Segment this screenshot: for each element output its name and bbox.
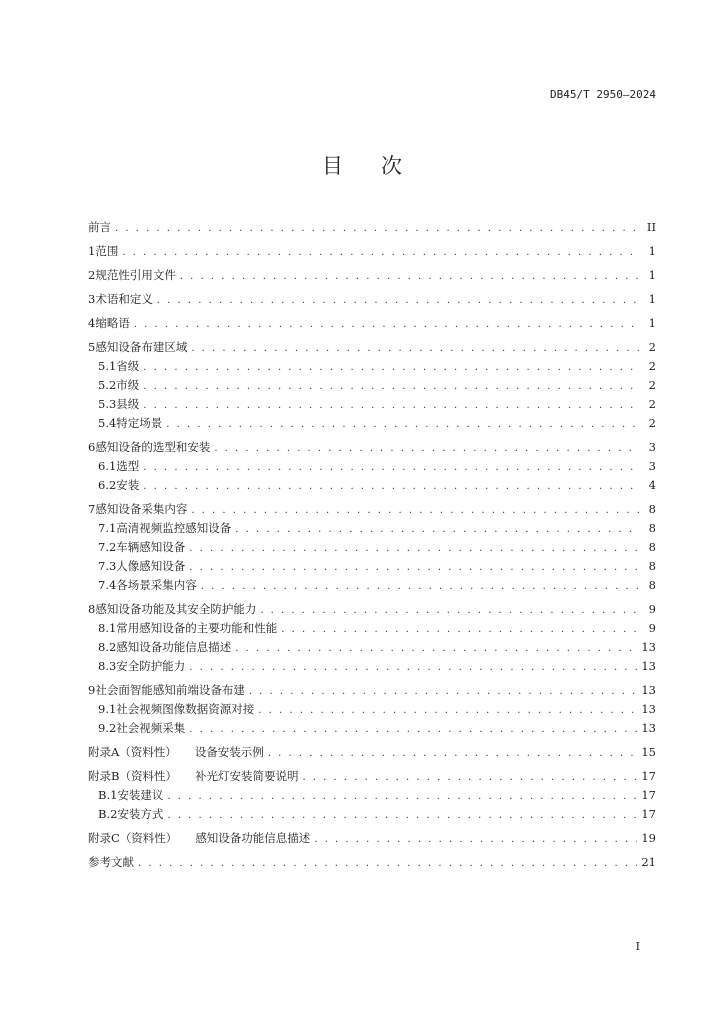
toc-page-number: 17 <box>641 769 656 783</box>
page-number: I <box>635 940 640 953</box>
toc-dot-leader <box>189 720 637 739</box>
toc-entry-label <box>95 314 130 333</box>
toc-page-number: 1 <box>648 268 656 282</box>
toc-entry-label <box>95 600 256 619</box>
toc-entry-number: 8.2 <box>98 640 117 654</box>
toc-entry-title: 市级 <box>116 378 140 392</box>
toc-subentry[interactable] <box>88 519 656 538</box>
toc-entry-title: 省级 <box>116 359 140 373</box>
toc-entry-number: 7 <box>88 502 96 516</box>
toc-dot-leader <box>157 291 640 310</box>
toc-dot-leader <box>167 787 637 806</box>
toc-entry-number: 3 <box>88 292 96 306</box>
toc-subentry[interactable] <box>88 414 656 433</box>
toc-subentry[interactable] <box>88 805 656 824</box>
toc-page-number: 9 <box>648 602 656 616</box>
toc-dot-leader <box>260 601 640 620</box>
toc-entry-title: 各场景采集内容 <box>116 578 197 592</box>
toc-dot-leader <box>235 639 637 658</box>
toc-entry-title: 车辆感知设备 <box>116 540 186 554</box>
toc-entry-title: 特定场景 <box>116 416 163 430</box>
toc-dot-leader <box>268 744 638 763</box>
toc-entry-label <box>95 290 153 309</box>
toc-page-number: 2 <box>648 378 656 392</box>
toc-entry-title: 附录A（资料性） <box>88 745 177 759</box>
title-char: 目 <box>322 154 343 178</box>
toc-entry-label <box>116 357 139 376</box>
toc-entry-title: 感知设备功能及其安全防护能力 <box>95 602 257 616</box>
toc-entry-number: 7.4 <box>98 578 117 592</box>
toc-entry[interactable] <box>88 314 656 333</box>
toc-page-number: 8 <box>648 521 656 535</box>
toc-entry-label <box>95 681 245 700</box>
toc-dot-leader <box>214 439 640 458</box>
toc-entry-number: 9 <box>88 683 96 697</box>
toc-subentry[interactable] <box>88 376 656 395</box>
toc-dot-leader <box>201 577 640 596</box>
toc-subentry[interactable] <box>88 557 656 576</box>
toc-page-number: 17 <box>641 788 656 802</box>
toc-dot-leader <box>143 477 640 496</box>
toc-entry-title: 附录B（资料性） <box>88 769 177 783</box>
toc-entry[interactable] <box>88 500 656 519</box>
toc-entry-number: 7.3 <box>98 559 117 573</box>
document-code: DB45/T 2950—2024 <box>550 88 656 101</box>
toc-page-number: 8 <box>648 559 656 573</box>
toc-page-number: 3 <box>648 440 656 454</box>
toc-subentry[interactable] <box>88 638 656 657</box>
toc-dot-leader <box>189 539 640 558</box>
toc-entry[interactable] <box>88 290 656 309</box>
toc-entry-number: 6.2 <box>98 478 117 492</box>
toc-subentry[interactable] <box>88 657 656 676</box>
toc-entry-label <box>116 657 185 676</box>
toc-entry-title: 选型 <box>116 459 140 473</box>
toc-entry-label <box>88 767 298 786</box>
toc-entry-title: 参考文献 <box>88 855 134 869</box>
toc-dot-leader <box>115 219 640 238</box>
toc-entry-title: 常用感知设备的主要功能和性能 <box>116 621 278 635</box>
toc-subentry[interactable] <box>88 357 656 376</box>
toc-entry-label <box>116 519 231 538</box>
toc-entry-title: 安装 <box>116 478 140 492</box>
toc-dot-leader <box>167 806 637 825</box>
toc-subentry[interactable] <box>88 538 656 557</box>
toc-entry-label <box>95 266 176 285</box>
toc-dot-leader <box>122 243 640 262</box>
toc-entry[interactable] <box>88 767 656 786</box>
toc-entry-title: 前言 <box>88 220 111 234</box>
toc-entry-title: 规范性引用文件 <box>95 268 176 282</box>
toc-entry-label <box>116 576 197 595</box>
toc-entry-title: 社会视频采集 <box>116 721 186 735</box>
title-char: 次 <box>381 154 402 178</box>
toc-entry[interactable] <box>88 600 656 619</box>
toc-entry[interactable] <box>88 266 656 285</box>
toc-page-number: 9 <box>648 621 656 635</box>
toc-entry-label <box>88 743 264 762</box>
toc-subentry[interactable] <box>88 457 656 476</box>
toc-entry-number: 4 <box>88 316 96 330</box>
table-of-contents <box>88 218 656 872</box>
toc-page-number: 1 <box>648 316 656 330</box>
toc-page-number: 8 <box>648 578 656 592</box>
toc-entry-number: 5.3 <box>98 397 117 411</box>
toc-entry-label <box>95 438 210 457</box>
toc-page-number: 13 <box>641 721 656 735</box>
toc-entry-label <box>116 376 139 395</box>
toc-entry-number: 9.1 <box>98 702 117 716</box>
toc-entry-label <box>116 638 231 657</box>
toc-appendix-title: 补光灯安装简要说明 <box>194 769 299 783</box>
toc-entry-title: 安装方式 <box>117 807 164 821</box>
toc-page-number: 4 <box>648 478 656 492</box>
toc-dot-leader <box>180 267 640 286</box>
toc-entry-number: 2 <box>88 268 96 282</box>
toc-appendix-title: 感知设备功能信息描述 <box>195 831 311 845</box>
toc-entry-title: 感知设备功能信息描述 <box>116 640 232 654</box>
toc-subentry[interactable] <box>88 619 656 638</box>
toc-page-number: 2 <box>648 359 656 373</box>
toc-dot-leader <box>258 701 637 720</box>
toc-entry-label <box>88 218 111 237</box>
toc-page-number: 2 <box>648 340 656 354</box>
toc-page-number: 1 <box>648 292 656 306</box>
toc-dot-leader <box>281 620 640 639</box>
toc-entry-title: 范围 <box>95 244 119 258</box>
toc-page-number: 13 <box>641 640 656 654</box>
toc-appendix-title: 设备安装示例 <box>194 745 264 759</box>
toc-entry-title: 社会视频图像数据资源对接 <box>116 702 255 716</box>
toc-entry-label <box>116 719 185 738</box>
toc-entry[interactable] <box>88 681 656 700</box>
toc-dot-leader <box>249 682 638 701</box>
toc-entry-title: 感知设备布建区域 <box>95 340 188 354</box>
toc-subentry[interactable] <box>88 719 656 738</box>
toc-entry-title: 附录C（资料性） <box>88 831 178 845</box>
toc-entry[interactable] <box>88 743 656 762</box>
toc-subentry[interactable] <box>88 786 656 805</box>
toc-dot-leader <box>314 830 637 849</box>
toc-entry-label <box>117 805 163 824</box>
toc-entry-number: 5.4 <box>98 416 117 430</box>
toc-dot-leader <box>302 768 637 787</box>
toc-dot-leader <box>191 501 640 520</box>
toc-entry-label <box>116 395 139 414</box>
toc-entry-number: 8.1 <box>98 621 117 635</box>
toc-entry-label <box>95 242 118 261</box>
toc-entry-title: 高清视频监控感知设备 <box>116 521 232 535</box>
toc-entry-number: B.2 <box>98 807 118 821</box>
toc-dot-leader <box>189 658 637 677</box>
page-title <box>0 150 724 180</box>
toc-entry-number: 1 <box>88 244 96 258</box>
toc-entry[interactable] <box>88 242 656 261</box>
toc-dot-leader <box>143 358 640 377</box>
toc-page-number: 13 <box>641 683 656 697</box>
toc-entry-label <box>116 538 185 557</box>
toc-subentry[interactable] <box>88 476 656 495</box>
toc-page-number: 1 <box>648 244 656 258</box>
toc-entry-number: 8.3 <box>98 659 117 673</box>
toc-entry-number: 8 <box>88 602 96 616</box>
toc-dot-leader <box>191 339 640 358</box>
toc-page-number: 13 <box>641 659 656 673</box>
toc-entry-title: 安装建议 <box>117 788 164 802</box>
toc-page-number: II <box>646 220 656 234</box>
toc-entry-label <box>116 619 277 638</box>
toc-entry-number: 9.2 <box>98 721 117 735</box>
toc-page-number: 19 <box>641 831 656 845</box>
toc-page-number: 3 <box>648 459 656 473</box>
toc-entry-title: 县级 <box>116 397 140 411</box>
toc-entry-title: 社会面智能感知前端设备布建 <box>95 683 245 697</box>
toc-page-number: 2 <box>648 416 656 430</box>
toc-page-number: 8 <box>648 540 656 554</box>
toc-entry-label <box>116 476 139 495</box>
toc-entry-title: 缩略语 <box>95 316 130 330</box>
toc-entry-number: 6 <box>88 440 96 454</box>
toc-dot-leader <box>235 520 640 539</box>
toc-entry-label <box>116 700 254 719</box>
toc-page-number: 13 <box>641 702 656 716</box>
toc-dot-leader <box>143 458 640 477</box>
toc-entry-label <box>116 414 162 433</box>
toc-entry-title: 人像感知设备 <box>116 559 186 573</box>
toc-page-number: 15 <box>641 745 656 759</box>
toc-subentry[interactable] <box>88 700 656 719</box>
toc-entry-title: 术语和定义 <box>95 292 153 306</box>
toc-dot-leader <box>166 415 640 434</box>
toc-subentry[interactable] <box>88 576 656 595</box>
toc-entry-title: 感知设备采集内容 <box>95 502 188 516</box>
toc-entry-number: 5 <box>88 340 96 354</box>
toc-entry[interactable] <box>88 218 656 237</box>
toc-subentry[interactable] <box>88 395 656 414</box>
toc-dot-leader <box>143 377 640 396</box>
toc-entry-label <box>117 786 163 805</box>
toc-entry-label <box>95 500 187 519</box>
toc-entry-label <box>116 457 139 476</box>
toc-entry[interactable] <box>88 338 656 357</box>
toc-entry[interactable] <box>88 853 656 872</box>
toc-entry-label <box>116 557 185 576</box>
toc-entry-number: 7.2 <box>98 540 117 554</box>
toc-entry-label <box>95 338 187 357</box>
toc-dot-leader <box>138 854 637 873</box>
toc-page-number: 21 <box>641 855 656 869</box>
toc-entry-label <box>88 829 310 848</box>
toc-entry-number: B.1 <box>98 788 118 802</box>
toc-entry-title: 感知设备的选型和安装 <box>95 440 211 454</box>
toc-dot-leader <box>189 558 640 577</box>
toc-dot-leader <box>134 315 640 334</box>
toc-entry-number: 7.1 <box>98 521 117 535</box>
toc-dot-leader <box>143 396 640 415</box>
toc-entry[interactable] <box>88 829 656 848</box>
toc-entry-label <box>88 853 134 872</box>
toc-entry-number: 6.1 <box>98 459 117 473</box>
toc-page-number: 8 <box>648 502 656 516</box>
toc-entry-number: 5.1 <box>98 359 117 373</box>
toc-entry-number: 5.2 <box>98 378 117 392</box>
toc-page-number: 17 <box>641 807 656 821</box>
toc-page-number: 2 <box>648 397 656 411</box>
toc-entry[interactable] <box>88 438 656 457</box>
toc-entry-title: 安全防护能力 <box>116 659 186 673</box>
